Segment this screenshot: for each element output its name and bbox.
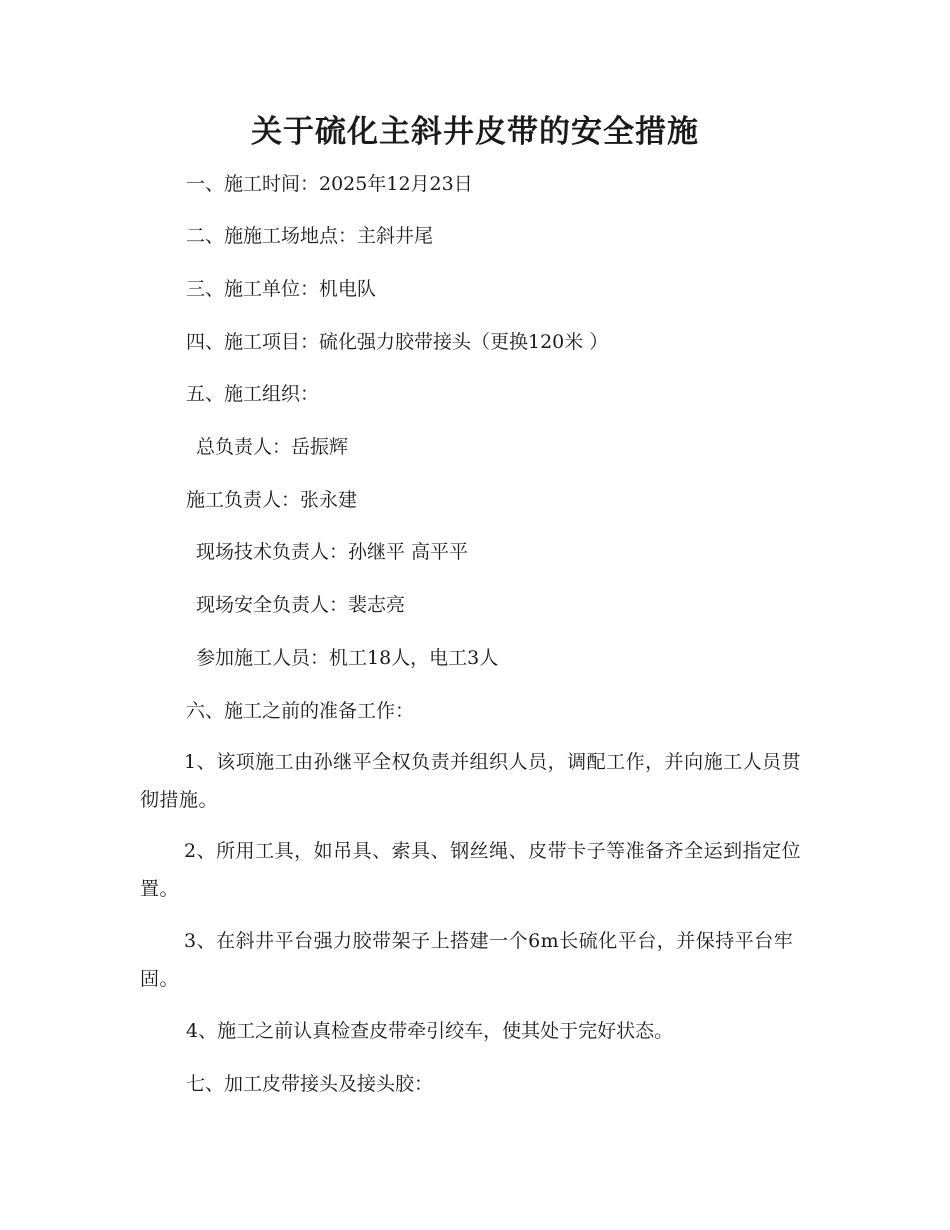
construction-location: 二、施施工场地点：主斜井尾 [186, 225, 434, 247]
section-organization-heading: 五、施工组织： [186, 383, 320, 405]
construction-project: 四、施工项目：硫化强力胶带接头（更换120米 ） [186, 331, 609, 353]
preparation-item: 1、该项施工由孙继平全权负责并组织人员，调配工作，并向施工人员贯彻措施。 [140, 751, 802, 811]
construction-time: 一、施工时间：2025年12月23日 [186, 173, 473, 195]
site-safety-manager: 现场安全负责人：裴志亮 [196, 594, 406, 616]
preparation-item: 4、施工之前认真检查皮带牵引绞车，使其处于完好状态。 [186, 1020, 674, 1042]
document-title: 关于硫化主斜井皮带的安全措施 [251, 114, 699, 150]
preparation-item: 2、所用工具，如吊具、索具、钢丝绳、皮带卡子等准备齐全运到指定位置。 [140, 840, 802, 900]
construction-manager: 施工负责人：张永建 [186, 489, 358, 511]
preparation-item: 3、在斜井平台强力胶带架子上搭建一个6m长硫化平台，并保持平台牢固。 [140, 930, 794, 990]
section-preparation-heading: 六、施工之前的准备工作： [186, 700, 415, 722]
general-manager: 总负责人：岳振辉 [196, 436, 349, 458]
section-joint-heading: 七、加工皮带接头及接头胶： [186, 1073, 434, 1095]
construction-personnel: 参加施工人员：机工18人，电工3人 [196, 647, 499, 669]
construction-unit: 三、施工单位：机电队 [186, 278, 377, 300]
site-technical-manager: 现场技术负责人：孙继平 高平平 [196, 541, 469, 563]
